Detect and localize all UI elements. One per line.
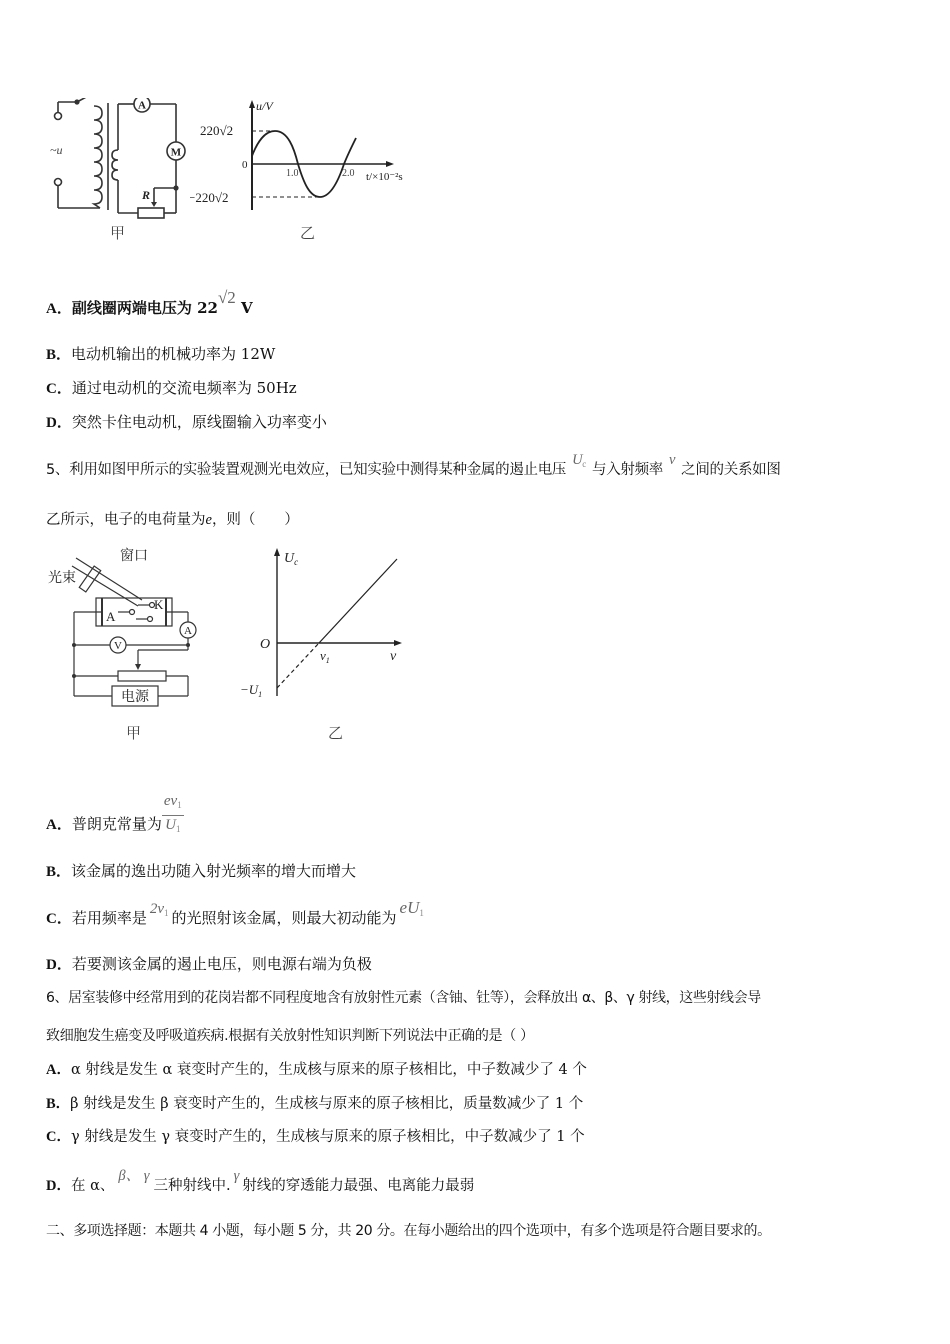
gamma-math: γ — [233, 1168, 240, 1184]
source-label: ~u — [50, 143, 63, 157]
q5-option-d: D．若要测该金属的遏止电压，则电源右端为负极 — [46, 955, 372, 973]
q4-option-c: C．通过电动机的交流电频率为 50Hz — [46, 379, 297, 397]
q5-option-c: C．若用频率是 $2\nu_1$ 的光照射该金属，则最大初动能为$eU_1$ — [46, 898, 424, 927]
q6-option-a: A．α 射线是发生 α 衰变时产生的，生成核与原来的原子核相比，中子数减少了 4 个 — [46, 1062, 587, 1078]
x-intercept-label: $\nu_1$ — [320, 648, 330, 665]
planck-fraction: $\frac{e\nu_1}{U_1}$ — [163, 793, 182, 834]
q6-stem-line1: 6、居室装修中经常用到的花岗岩都不同程度地含有放射性元素（含铀、钍等），会释放出 α、β、γ 射线，这些射线会导 — [46, 990, 761, 1006]
sine-wave-graph — [190, 98, 430, 228]
tube-ammeter-label: A — [184, 625, 192, 637]
origin-label: 0 — [242, 159, 248, 171]
resistor-label: R — [142, 188, 151, 202]
q5-option-a: A．普朗克常量为 $\frac{e\nu_1}{U_1}$ — [46, 802, 184, 848]
two-nu1-math: $2\nu_1$ — [149, 901, 169, 918]
q4-option-a: A．副线圈两端电压为 22√2 V — [46, 288, 253, 317]
q5-stem-line1: 5、利用如图甲所示的实验装置观测光电效应，已知实验中测得某种金属的遏止电压$U_c$ 与入射频率ν之间的关系如图 — [46, 452, 781, 478]
anode-label: A — [106, 609, 116, 624]
q6-option-d: D．在 α、β、 γ三种射线中.γ射线的穿透能力最强、电离能力最弱 — [46, 1168, 475, 1194]
cathode-label: K — [154, 597, 164, 612]
window-label: 窗口 — [120, 549, 148, 564]
q6-stem-line2: 致细胞发生癌变及呼吸道疾病.根据有关放射性知识判断下列说法中正确的是（ ） — [46, 1028, 534, 1044]
origin-label: O — [260, 637, 271, 652]
q4-option-d: D．突然卡住电动机，原线圈输入功率变小 — [46, 413, 327, 431]
y-intercept-label: $-U_1$ — [240, 682, 263, 699]
power-supply-label: 电源 — [121, 690, 149, 705]
y-trough-label: −220√2 — [190, 190, 229, 205]
nu-math: ν — [669, 452, 676, 468]
uc-vs-frequency-graph — [232, 546, 412, 711]
x-axis-label: ν — [390, 649, 397, 664]
q4-figure-yi-caption: 乙 — [300, 224, 316, 242]
uc-math: $U_c$ — [572, 452, 586, 469]
q5-stem-line2: 乙所示，电子的电荷量为e，则（ ） — [46, 512, 299, 528]
section2-heading: 二、多项选择题：本题共 4 小题，每小题 5 分，共 20 分。在每小题给出的四个选项中，有多个选项是符合题目要求的。 — [46, 1223, 771, 1239]
eu1-math: $eU_1$ — [399, 898, 424, 918]
voltmeter-label: V — [114, 640, 122, 652]
q5-figure-jia-caption: 甲 — [126, 724, 142, 742]
x-tick-2: 2.0 — [342, 168, 355, 179]
motor-label: M — [170, 146, 182, 159]
q4-option-b: B．电动机输出的机械功率为 12W — [46, 345, 276, 363]
y-axis-label: u/V — [256, 99, 273, 113]
ammeter-label: A — [138, 99, 146, 112]
q6-option-b: B．β 射线是发生 β 衰变时产生的，生成核与原来的原子核相比，质量数减少了 1 个 — [46, 1096, 584, 1112]
x-tick-1: 1.0 — [286, 168, 299, 179]
q5-figure-yi-caption: 乙 — [328, 724, 344, 742]
beta-gamma-math: β、 γ — [118, 1168, 150, 1184]
x-axis-label: t/×10⁻²s — [366, 171, 403, 183]
photoelectric-apparatus-diagram — [46, 546, 216, 716]
q4-figure-jia-caption: 甲 — [110, 224, 126, 242]
sqrt2-math: √2 — [217, 288, 236, 307]
beam-label: 光束 — [48, 571, 76, 586]
q5-figure-jia-photoelectric-circuit — [46, 546, 216, 716]
q6-option-c: C．γ 射线是发生 γ 衰变时产生的，生成核与原来的原子核相比，中子数减少了 1 个 — [46, 1129, 585, 1145]
y-axis-label: $U_c$ — [284, 551, 299, 567]
q5-figure-yi-stopping-voltage-graph — [232, 546, 412, 711]
q5-option-b: B．该金属的逸出功随入射光频率的增大而增大 — [46, 862, 357, 880]
y-peak-label: 220√2 — [200, 123, 234, 138]
q4-figure-yi-waveform — [190, 98, 430, 228]
